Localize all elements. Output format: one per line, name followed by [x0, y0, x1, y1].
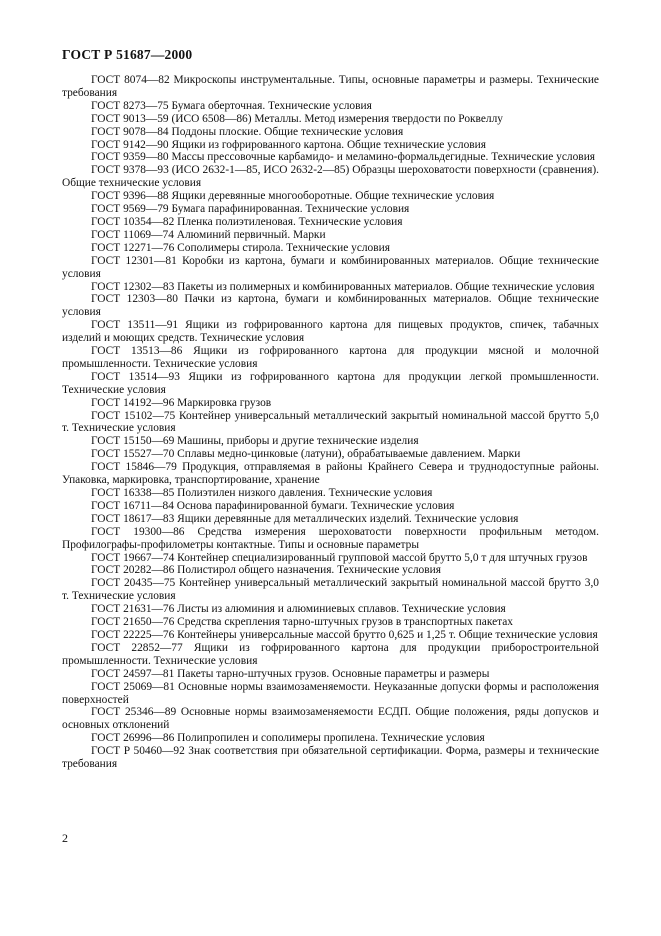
reference-entry: ГОСТ 21650—76 Средства скрепления тарно-штучных грузов в транспортных пакетах — [91, 616, 513, 629]
reference-entry: ГОСТ 11069—74 Алюминий первичный. Марки — [91, 228, 326, 241]
reference-entry: ГОСТ 25346—89 Основные нормы взаимозаменяемости ЕСДП. Общие положения, ряды допусков и основных отклонений — [62, 706, 599, 732]
reference-entry: ГОСТ 8074—82 Микроскопы инструментальные. Типы, основные параметры и размеры. Технические требования — [62, 74, 599, 99]
reference-entry: ГОСТ 22852—77 Ящики из гофрированного картона для продукции приборостроительной промышленности. Технические условия — [62, 641, 599, 667]
reference-entry: ГОСТ 21631—76 Листы из алюминия и алюминиевых сплавов. Технические условия — [91, 603, 506, 616]
reference-entry: ГОСТ 16711—84 Основа парафинированной бумаги. Технические условия — [91, 499, 455, 512]
reference-entry: ГОСТ 20282—86 Полистирол общего назначения. Технические условия — [91, 564, 441, 577]
normative-references-list — [62, 74, 599, 771]
reference-entry: ГОСТ 25069—81 Основные нормы взаимозаменяемости. Неуказанные допуски формы и расположения поверхностей — [62, 680, 599, 706]
reference-entry: ГОСТ 9142—90 Ящики из гофрированного картона. Общие технические условия — [91, 138, 487, 151]
reference-entry: ГОСТ 20435—75 Контейнер универсальный металлический закрытый номинальной массой брутто 3,0 т. Технические условия — [62, 577, 599, 603]
reference-entry: ГОСТ 9396—88 Ящики деревянные многооборотные. Общие технические условия — [91, 190, 495, 203]
reference-entry: ГОСТ 13514—93 Ящики из гофрированного картона для продукции легкой промышленности. Технические условия — [62, 370, 599, 396]
reference-entry: ГОСТ 12303—80 Пачки из картона, бумаги и комбинированных материалов. Общие технические условия — [62, 293, 599, 319]
reference-entry: ГОСТ 12301—81 Коробки из картона, бумаги и комбинированных материалов. Общие технические условия — [62, 254, 599, 280]
reference-entry: ГОСТ 12271—76 Сополимеры стирола. Технические условия — [91, 241, 390, 254]
reference-entry: ГОСТ 13513—86 Ящики из гофрированного картона для продукции мясной и молочной промышленности. Технические условия — [62, 345, 599, 370]
reference-entry: ГОСТ 9359—80 Массы прессовочные карбамидо- и меламино-формальдегидные. Технические условия — [91, 151, 596, 164]
reference-entry: ГОСТ 9569—79 Бумага парафинированная. Технические условия — [91, 203, 410, 216]
reference-entry: ГОСТ 15150—69 Машины, приборы и другие технические изделия — [91, 435, 419, 448]
reference-entry: ГОСТ 13511—91 Ящики из гофрированного картона для пищевых продуктов, спичек, табачных изделий и моющих средств. Технические условия — [62, 319, 599, 345]
reference-entry: ГОСТ 15102—75 Контейнер универсальный металлический закрытый номинальной массой брутто 5,0 т. Технические условия — [62, 409, 599, 435]
reference-entry: ГОСТ 22225—76 Контейнеры универсальные массой брутто 0,625 и 1,25 т. Общие технические условия — [91, 628, 598, 641]
standard-designation: ГОСТ Р 51687—2000 — [62, 47, 193, 62]
reference-entry: ГОСТ 10354—82 Пленка полиэтиленовая. Технические условия — [91, 215, 403, 228]
reference-entry: ГОСТ 8273—75 Бумага оберточная. Технические условия — [91, 99, 372, 112]
reference-entry: ГОСТ 18617—83 Ящики деревянные для металлических изделий. Технические условия — [91, 512, 519, 525]
reference-entry: ГОСТ 9013—59 (ИСО 6508—86) Металлы. Метод измерения твердости по Роквеллу — [91, 112, 503, 125]
reference-entry: ГОСТ Р 50460—92 Знак соответствия при обязательной сертификации. Форма, размеры и технические требования — [62, 745, 599, 771]
reference-entry: ГОСТ 14192—96 Маркировка грузов — [91, 396, 272, 409]
reference-entry: ГОСТ 15527—70 Сплавы медно-цинковые (латуни), обрабатываемые давлением. Марки — [91, 448, 521, 461]
reference-entry: ГОСТ 26996—86 Полипропилен и сополимеры пропилена. Технические условия — [91, 732, 485, 745]
reference-entry: ГОСТ 15846—79 Продукция, отправляемая в районы Крайнего Севера и труднодоступные районы. Упаковка, маркировка, транспортирование, хранение — [62, 461, 599, 487]
reference-entry: ГОСТ 9378—93 (ИСО 2632-1—85, ИСО 2632-2—85) Образцы шероховатости поверхности (сравнения). Общие технические условия — [62, 164, 599, 190]
reference-entry: ГОСТ 12302—83 Пакеты из полимерных и комбинированных материалов. Общие технические условия — [91, 280, 595, 293]
reference-entry: ГОСТ 24597—81 Пакеты тарно-штучных грузов. Основные параметры и размеры — [91, 667, 490, 680]
reference-entry: ГОСТ 19300—86 Средства измерения шероховатости поверхности профильным методом. Профилографы-профилометры контактные. Типы и основные параметры — [62, 525, 599, 551]
reference-entry: ГОСТ 16338—85 Полиэтилен низкого давления. Технические условия — [91, 487, 433, 499]
reference-entry: ГОСТ 9078—84 Поддоны плоские. Общие технические условия — [91, 125, 404, 138]
page-number: 2 — [62, 831, 68, 845]
reference-entry: ГОСТ 19667—74 Контейнер специализированный групповой массой брутто 5,0 т для штучных грузов — [91, 551, 588, 564]
